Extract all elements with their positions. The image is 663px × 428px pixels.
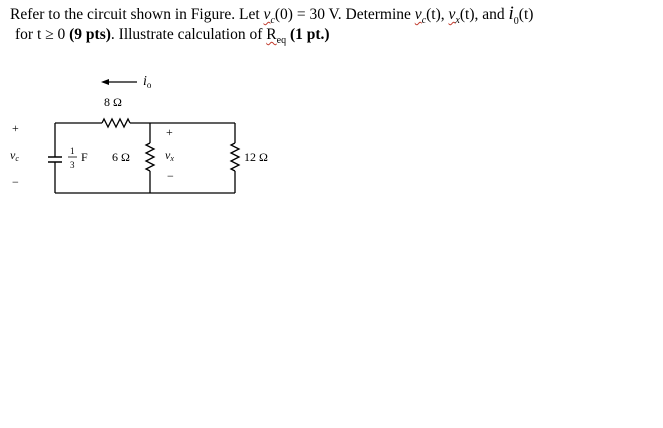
- vc-minus: −: [12, 175, 19, 189]
- req-symbol: $R_{eq}$: [266, 26, 287, 47]
- cap-frac-den: 3: [70, 160, 75, 170]
- question-text-part: (t), and: [459, 6, 509, 23]
- vc-label: vc: [10, 148, 19, 163]
- cap-unit: F: [81, 150, 88, 164]
- current-arrow-head: [101, 79, 109, 85]
- vc-symbol: $v_c$: [263, 6, 275, 27]
- vc-plus: +: [12, 121, 19, 135]
- question-text-part: (t),: [426, 6, 449, 23]
- resistor-8-ohm: [102, 119, 130, 127]
- question-text-part: (t): [518, 6, 534, 23]
- question-text-part: Refer to the circuit shown in Figure. Let: [10, 6, 264, 23]
- points-label-2: (1 pt.): [289, 26, 330, 43]
- r-mid-label: 6 Ω: [112, 150, 130, 164]
- points-label: (9 pts): [69, 26, 111, 43]
- question-text-part: for t ≥ 0: [15, 26, 70, 43]
- capacitor: [48, 157, 62, 162]
- resistor-6-ohm: [146, 143, 154, 171]
- resistor-12-ohm: [231, 143, 239, 171]
- question-text-part: (0) = 30 V. Determine: [274, 6, 415, 23]
- vx-label: vx: [165, 148, 174, 163]
- io-label: $i_o$: [143, 74, 152, 90]
- question-text-part: . Illustrate calculation of: [110, 26, 267, 43]
- vx-plus: +: [166, 125, 173, 139]
- io-symbol: $i_0$: [508, 3, 519, 27]
- vx-symbol: $v_x$: [448, 6, 460, 27]
- vc-symbol-2: $v_c$: [414, 6, 427, 27]
- cap-frac-num: 1: [70, 146, 75, 156]
- vx-minus: −: [167, 169, 174, 183]
- r-right-label: 12 Ω: [244, 150, 268, 164]
- r-top-label: 8 Ω: [104, 95, 122, 109]
